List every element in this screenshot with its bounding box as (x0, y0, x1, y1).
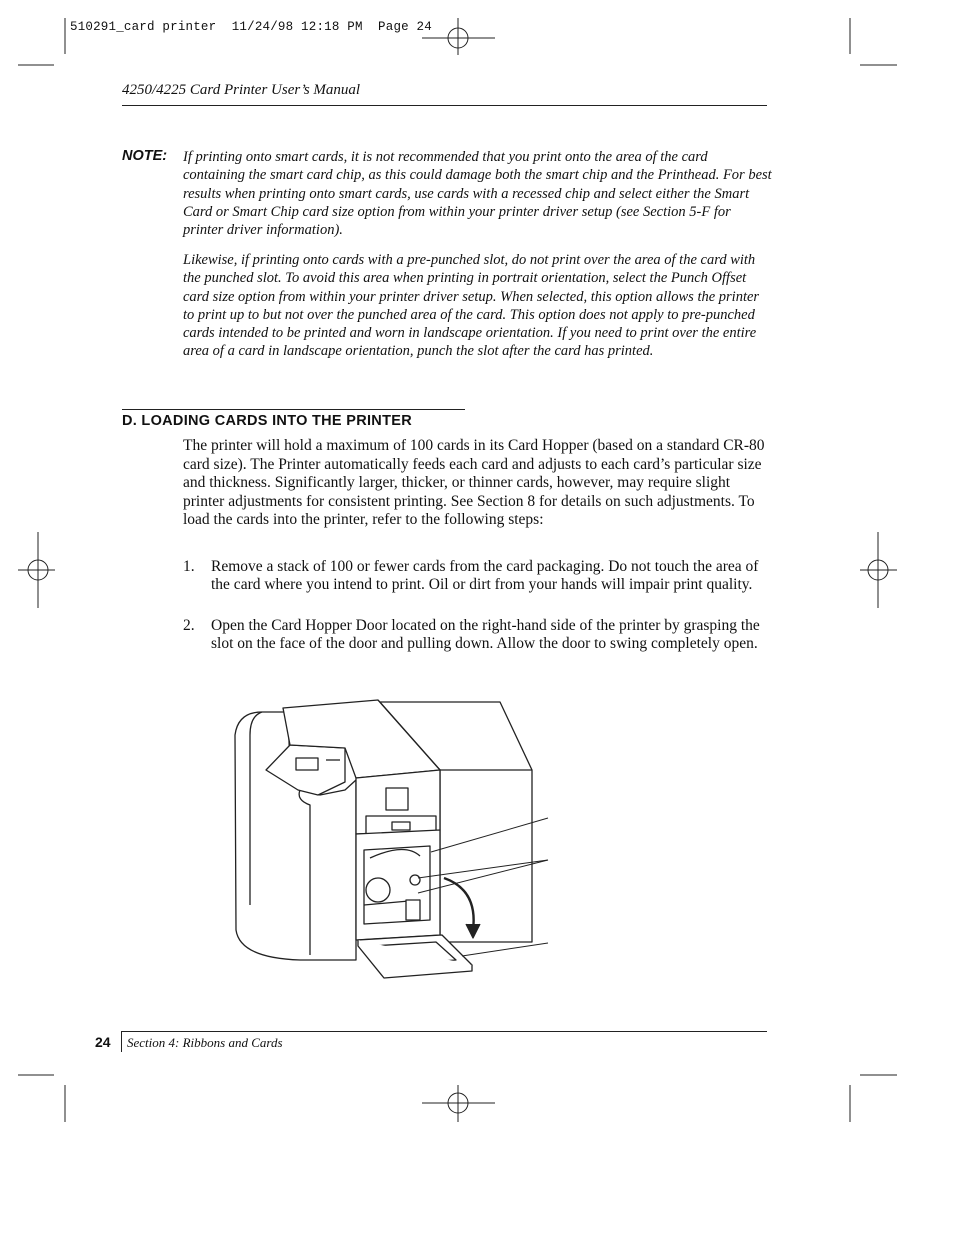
header-rule (122, 105, 767, 106)
section-rule (122, 409, 465, 410)
printer-illustration (225, 690, 555, 990)
step-1-number: 1. (183, 558, 195, 575)
registration-mark-bottom (422, 1085, 495, 1122)
page-number: 24 (95, 1034, 111, 1050)
registration-mark-right (860, 532, 897, 608)
footer-divider (121, 1031, 122, 1052)
note-label: NOTE: (122, 148, 168, 164)
step-1-text: Remove a stack of 100 or fewer cards from the card packaging. Do not touch the area of the card where you intend to print. Oil or dirt from your hands will impair print quality. (211, 558, 759, 594)
note-paragraph-1: If printing onto smart cards, it is not recommended that you print onto the area of the card containing the smart card chip, as this could damage both the smart chip and the Printhead. For best results when printing onto smart cards, use cards with a recessed chip and select either the Smart Card or Smart Chip card size option from within your printer driver setup (see Section 5-F for printer driver information). (183, 149, 772, 239)
print-slug: 510291_card printer 11/24/98 12:18 PM Page 24 (70, 20, 432, 34)
step-2-number: 2. (183, 617, 195, 634)
section-heading: D. LOADING CARDS INTO THE PRINTER (122, 413, 412, 429)
section-intro: The printer will hold a maximum of 100 cards in its Card Hopper (based on a standard CR-80 card size). The Printer automatically feeds each card and adjusts to each card’s particular size and thickness. Significantly larger, thicker, or thinner cards, however, may require slight printer adjustments for consistent printing. See Section 8 for details on such adjustments. To load the cards into the printer, refer to the following steps: (183, 437, 765, 529)
registration-mark-left (18, 532, 55, 608)
running-head: 4250/4225 Card Printer User’s Manual (122, 82, 361, 98)
registration-mark-top (422, 18, 495, 55)
note-paragraph-2: Likewise, if printing onto cards with a pre-punched slot, do not print over the area of the card with the punched slot. To avoid this area when printing in portrait orientation, select the Punch Offset card size option from within your printer driver setup. When selected, this option allows the printer to print up to but not over the punched area of the card. This option does not apply to pre-punched cards intended to be printed and worn in landscape orientation. If you need to print over the entire area of a card in landscape orientation, punch the slot after the card has printed. (183, 252, 760, 360)
footer-section-title: Section 4: Ribbons and Cards (127, 1035, 283, 1050)
step-2-text: Open the Card Hopper Door located on the right-hand side of the printer by grasping the slot on the face of the door and pulling down. Allow the door to swing completely open. (211, 617, 760, 653)
footer-rule (122, 1031, 767, 1032)
